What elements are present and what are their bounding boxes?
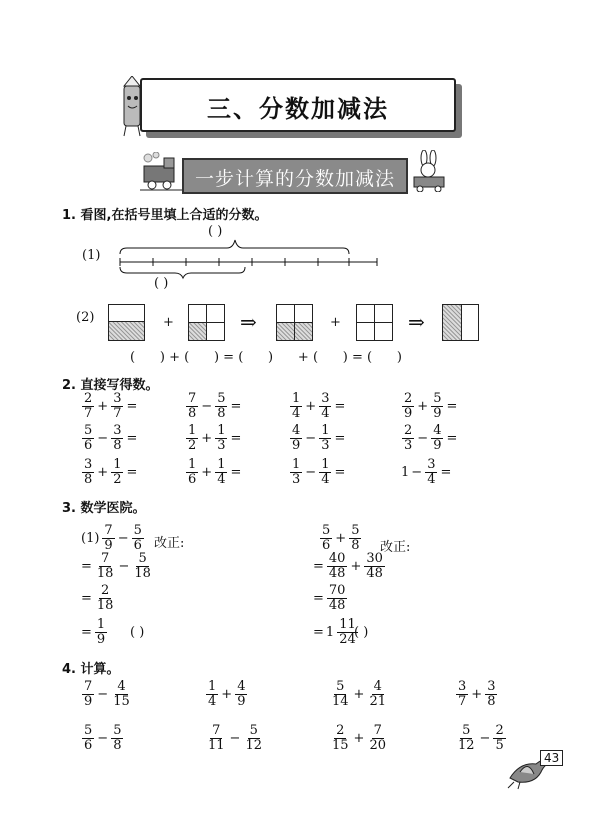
numerator: 2 xyxy=(84,391,93,406)
operator: + xyxy=(353,687,365,702)
q3-left-step3: = $\frac{1}{9}$ xyxy=(81,617,106,647)
whole-number: 1 xyxy=(401,465,410,480)
fraction xyxy=(290,392,302,421)
page-number: 43 xyxy=(540,750,563,766)
equals-sign: = xyxy=(440,465,452,480)
q1-bottom-answer-paren: ( ) xyxy=(154,276,169,291)
equals-sign: = xyxy=(334,465,346,480)
denominator: 8 xyxy=(487,694,496,709)
fraction xyxy=(367,724,388,753)
numerator: 4 xyxy=(237,679,246,694)
denominator: 4 xyxy=(321,472,330,487)
numerator: 1 xyxy=(188,457,197,472)
fraction xyxy=(111,680,132,709)
denominator: 8 xyxy=(113,738,122,753)
operator: − xyxy=(479,731,491,746)
q4-problem xyxy=(80,724,125,753)
denominator: 48 xyxy=(328,566,346,581)
numerator: 1 xyxy=(217,457,226,472)
numerator: 7 xyxy=(104,523,113,538)
numerator: 3 xyxy=(113,391,122,406)
plus-sign: + xyxy=(163,315,174,330)
denominator: 8 xyxy=(113,438,122,453)
numerator: 5 xyxy=(249,723,258,738)
fraction xyxy=(215,458,227,487)
number-line-with-braces xyxy=(115,236,385,280)
numerator: 4 xyxy=(292,423,301,438)
fraction xyxy=(82,392,94,421)
denominator: 2 xyxy=(113,472,122,487)
fraction xyxy=(82,458,94,487)
denominator: 7 xyxy=(458,694,467,709)
numerator: 1 xyxy=(217,423,226,438)
denominator: 6 xyxy=(133,538,142,553)
numerator: 11 xyxy=(339,617,356,632)
q2-problem xyxy=(80,392,138,421)
q4-problem xyxy=(454,680,499,709)
denominator: 18 xyxy=(134,566,151,581)
q4-problem xyxy=(328,680,390,709)
q3-left-judge-paren: ( ) xyxy=(130,625,145,640)
operator: + xyxy=(335,531,347,546)
fraction xyxy=(215,424,227,453)
fraction xyxy=(235,680,247,709)
equals-sign: = xyxy=(446,431,458,446)
q1-part2-label: (2) xyxy=(76,310,95,325)
denominator: 9 xyxy=(237,694,246,709)
numerator: 2 xyxy=(495,723,504,738)
equals-sign: = xyxy=(334,431,346,446)
numerator: 7 xyxy=(373,723,382,738)
q1-heading: 1. 看图,在括号里填上合适的分数。 xyxy=(62,208,268,223)
q4-problem xyxy=(204,680,249,709)
equals-sign: = xyxy=(446,399,458,414)
fraction xyxy=(364,552,385,581)
fraction xyxy=(456,724,477,753)
operator: + xyxy=(353,731,365,746)
operator: − xyxy=(97,731,109,746)
fraction xyxy=(320,524,332,553)
fraction xyxy=(327,552,348,581)
numerator: 5 xyxy=(433,391,442,406)
operator: + xyxy=(201,465,213,480)
numerator: 3 xyxy=(84,457,93,472)
numerator: 4 xyxy=(433,423,442,438)
denominator: 8 xyxy=(351,538,360,553)
fraction xyxy=(82,680,94,709)
q3-left-step1: = $\frac{7}{18}$ − $\frac{5}{18}$ xyxy=(81,551,151,581)
operator: + xyxy=(350,559,362,574)
numerator: 1 xyxy=(113,457,122,472)
fraction xyxy=(456,680,468,709)
denominator: 20 xyxy=(369,738,386,753)
denominator: 4 xyxy=(427,472,436,487)
section-title-box xyxy=(182,158,408,194)
denominator: 9 xyxy=(84,694,93,709)
fraction xyxy=(82,424,94,453)
fraction-square-1 xyxy=(108,304,145,341)
q3-right-judge-paren: ( ) xyxy=(354,625,369,640)
fraction xyxy=(290,424,302,453)
q1-top-answer-paren: ( ) xyxy=(208,224,223,239)
denominator: 3 xyxy=(292,472,301,487)
fraction xyxy=(95,584,116,613)
denominator: 9 xyxy=(104,538,113,553)
numerator: 4 xyxy=(373,679,382,694)
numerator: 40 xyxy=(328,551,346,566)
plus-sign-2: + xyxy=(330,315,341,330)
numerator: 2 xyxy=(404,423,413,438)
denominator: 4 xyxy=(292,406,301,421)
q4-heading: 4. 计算。 xyxy=(62,662,120,677)
fraction xyxy=(367,680,388,709)
denominator: 6 xyxy=(188,472,197,487)
fraction xyxy=(132,524,144,553)
denominator: 9 xyxy=(292,438,301,453)
q2-problem xyxy=(400,424,458,453)
numerator: 1 xyxy=(208,679,217,694)
operator: − xyxy=(229,731,241,746)
denominator: 4 xyxy=(217,472,226,487)
operator: − xyxy=(201,399,213,414)
denominator: 2 xyxy=(188,438,197,453)
denominator: 8 xyxy=(188,406,197,421)
operator: + xyxy=(221,687,233,702)
q1-part1-label: (1) xyxy=(82,248,101,263)
equals-sign: = xyxy=(230,465,242,480)
denominator: 7 xyxy=(84,406,93,421)
numerator: 5 xyxy=(322,523,331,538)
denominator: 12 xyxy=(245,738,262,753)
fraction xyxy=(95,552,116,581)
numerator: 5 xyxy=(133,523,142,538)
numerator: 30 xyxy=(366,551,383,566)
q3-right-expression xyxy=(318,524,363,553)
numerator: 5 xyxy=(336,679,345,694)
fraction xyxy=(111,458,123,487)
denominator: 6 xyxy=(322,538,331,553)
denominator: 3 xyxy=(404,438,413,453)
fraction xyxy=(186,424,198,453)
numerator: 2 xyxy=(101,583,110,598)
q2-problem xyxy=(184,392,242,421)
denominator: 12 xyxy=(458,738,475,753)
fraction xyxy=(111,424,123,453)
rabbit-mascot-icon xyxy=(406,150,452,192)
arrow-icon: ⇒ xyxy=(240,310,257,334)
fraction xyxy=(431,424,443,453)
numerator: 1 xyxy=(321,423,330,438)
denominator: 7 xyxy=(113,406,122,421)
fraction xyxy=(132,552,153,581)
numerator: 3 xyxy=(427,457,436,472)
operator: − xyxy=(97,687,109,702)
q3-heading: 3. 数学医院。 xyxy=(62,501,146,516)
q3-left-step2: = $\frac{2}{18}$ xyxy=(81,583,114,613)
numerator: 5 xyxy=(113,723,122,738)
q3-left-expression: (1) $\frac{7}{9}$ − $\frac{5}{6}$ xyxy=(81,523,142,553)
numerator: 3 xyxy=(487,679,496,694)
fraction xyxy=(425,458,437,487)
numerator: 7 xyxy=(212,723,221,738)
q3-left-correct-label: 改正: xyxy=(154,536,185,551)
numerator: 3 xyxy=(458,679,467,694)
numerator: 2 xyxy=(404,391,413,406)
arrow-icon-2: ⇒ xyxy=(408,310,425,334)
denominator: 8 xyxy=(84,472,93,487)
numerator: 4 xyxy=(117,679,126,694)
fraction xyxy=(319,392,331,421)
numerator: 1 xyxy=(96,617,106,632)
operator: + xyxy=(97,399,109,414)
chapter-title: 三、分数加减法 xyxy=(207,95,389,123)
fraction xyxy=(349,524,361,553)
numerator: 1 xyxy=(188,423,197,438)
q2-problem xyxy=(288,424,346,453)
denominator: 48 xyxy=(328,598,346,613)
denominator: 4 xyxy=(321,406,330,421)
fraction xyxy=(102,524,114,553)
fraction xyxy=(186,392,198,421)
q2-problem xyxy=(288,392,346,421)
denominator: 18 xyxy=(96,598,114,613)
fraction-square-3 xyxy=(276,304,313,341)
denominator: 5 xyxy=(495,738,504,753)
operator: − xyxy=(117,531,129,546)
numerator: 5 xyxy=(462,723,471,738)
operator: + xyxy=(97,465,109,480)
numerator: 3 xyxy=(113,423,122,438)
numerator: 1 xyxy=(292,457,301,472)
fraction xyxy=(485,680,497,709)
operator: + xyxy=(305,399,317,414)
q2-problem xyxy=(184,424,242,453)
fraction xyxy=(319,458,331,487)
fraction xyxy=(206,724,227,753)
fraction xyxy=(206,680,218,709)
numerator: 5 xyxy=(84,423,93,438)
q2-problem xyxy=(80,458,138,487)
numerator: 1 xyxy=(321,457,330,472)
numerator: 7 xyxy=(188,391,197,406)
fraction xyxy=(493,724,505,753)
denominator: 9 xyxy=(433,438,442,453)
operator: − xyxy=(417,431,429,446)
denominator: 24 xyxy=(339,632,356,647)
denominator: 18 xyxy=(96,566,114,581)
denominator: 11 xyxy=(208,738,225,753)
operator: + xyxy=(471,687,483,702)
q2-problem xyxy=(184,458,242,487)
fraction-square-2 xyxy=(188,304,225,341)
numerator: 2 xyxy=(336,723,345,738)
fraction xyxy=(330,724,351,753)
q4-problem xyxy=(204,724,266,753)
denominator: 8 xyxy=(217,406,226,421)
denominator: 6 xyxy=(84,738,93,753)
operator: − xyxy=(305,465,317,480)
chapter-title-banner xyxy=(140,78,456,132)
numerator: 5 xyxy=(138,551,147,566)
fraction xyxy=(111,392,123,421)
numerator: 3 xyxy=(321,391,330,406)
fraction-square-5 xyxy=(442,304,479,341)
q3-right-step1: = $\frac{40}{48}$ + $\frac{30}{48}$ xyxy=(313,551,383,581)
numerator: 7 xyxy=(101,551,110,566)
denominator: 9 xyxy=(433,406,442,421)
fraction xyxy=(402,392,414,421)
q4-problem xyxy=(454,724,508,753)
q4-problem xyxy=(80,680,134,709)
denominator: 3 xyxy=(321,438,330,453)
operator: + xyxy=(201,431,213,446)
denominator: 48 xyxy=(366,566,383,581)
equals-sign: = xyxy=(230,399,242,414)
q1-equation-line: ( ) + ( ) = ( ) + ( ) = ( ) xyxy=(130,350,402,365)
numerator: 5 xyxy=(84,723,93,738)
denominator: 15 xyxy=(332,738,349,753)
equals-sign: = xyxy=(334,399,346,414)
numerator: 7 xyxy=(84,679,93,694)
operator: − xyxy=(305,431,317,446)
numerator: 5 xyxy=(217,391,226,406)
fraction xyxy=(111,724,123,753)
fraction xyxy=(215,392,227,421)
equals-sign: = xyxy=(126,431,138,446)
equals-sign: = xyxy=(126,399,138,414)
fraction xyxy=(290,458,302,487)
fraction xyxy=(327,584,348,613)
fraction xyxy=(243,724,264,753)
denominator: 9 xyxy=(96,632,106,647)
denominator: 14 xyxy=(332,694,349,709)
fraction xyxy=(82,724,94,753)
operator: − xyxy=(97,431,109,446)
fraction xyxy=(402,424,414,453)
fraction-square-4 xyxy=(356,304,393,341)
q4-problem xyxy=(328,724,390,753)
denominator: 15 xyxy=(113,694,130,709)
operator: + xyxy=(417,399,429,414)
fraction xyxy=(319,424,331,453)
numerator: 5 xyxy=(351,523,360,538)
q3-right-correct-label: 改正: xyxy=(380,540,411,555)
q3-right-step3: = 1 $\frac{11}{24}$ xyxy=(313,617,356,647)
denominator: 21 xyxy=(369,694,386,709)
denominator: 9 xyxy=(404,406,413,421)
numerator: 70 xyxy=(328,583,346,598)
fraction xyxy=(330,680,351,709)
fraction xyxy=(431,392,443,421)
q2-problem xyxy=(400,392,458,421)
numerator: 1 xyxy=(292,391,301,406)
q2-heading: 2. 直接写得数。 xyxy=(62,378,159,393)
section-title: 一步计算的分数加减法 xyxy=(194,168,395,190)
q3-right-step2: = $\frac{70}{48}$ xyxy=(313,583,346,613)
denominator: 6 xyxy=(84,438,93,453)
q2-problem xyxy=(288,458,346,487)
denominator: 3 xyxy=(217,438,226,453)
operator: − xyxy=(411,465,423,480)
q2-problem xyxy=(80,424,138,453)
equals-sign: = xyxy=(230,431,242,446)
operator: − xyxy=(118,559,130,574)
train-icon xyxy=(140,152,184,192)
denominator: 4 xyxy=(208,694,217,709)
equals-sign: = xyxy=(126,465,138,480)
fraction xyxy=(95,618,107,647)
fraction xyxy=(186,458,198,487)
q2-problem xyxy=(400,458,452,487)
